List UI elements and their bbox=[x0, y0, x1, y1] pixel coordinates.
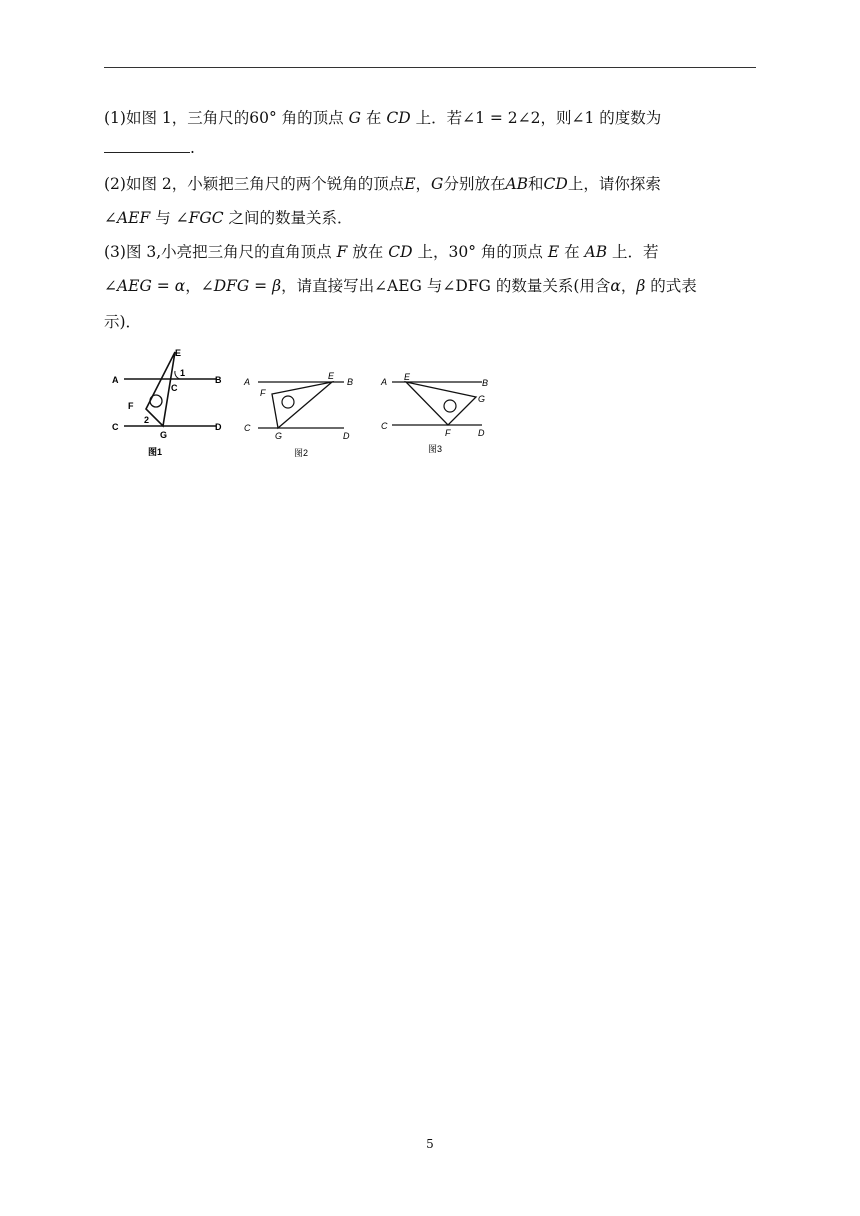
figure-1-caption: 图1 bbox=[148, 447, 163, 457]
ruler-hole bbox=[444, 400, 456, 412]
q3-l1b: 放在 bbox=[347, 243, 389, 261]
q1-mid: 角的顶点 bbox=[276, 109, 349, 127]
triangle-ruler bbox=[272, 382, 332, 428]
label-c: C bbox=[381, 421, 388, 431]
label-d: D bbox=[478, 428, 485, 438]
q3-alpha: α bbox=[610, 277, 621, 295]
q1-mid3: 上．若 bbox=[410, 109, 463, 127]
figure-2-diagram bbox=[236, 356, 371, 460]
q3-var-cd: CD bbox=[388, 243, 413, 261]
question-3-line-3: 示)． bbox=[104, 313, 142, 331]
label-inner-c: C bbox=[171, 383, 178, 393]
label-e: E bbox=[404, 372, 411, 382]
label-c: C bbox=[244, 423, 251, 433]
q1-expr: ∠1 = 2∠2 bbox=[462, 109, 541, 127]
figure-3-caption: 图3 bbox=[428, 444, 443, 454]
label-b: B bbox=[482, 378, 489, 388]
q1-var-g: G bbox=[348, 109, 361, 127]
q1-angle: 60° bbox=[249, 109, 277, 127]
q3-beta: β bbox=[636, 277, 646, 295]
q3-l1e: 在 bbox=[559, 243, 585, 261]
label-c: C bbox=[112, 422, 119, 432]
q3-l2f: 的式表 bbox=[645, 277, 697, 295]
label-d: D bbox=[343, 431, 350, 441]
q2-and: 与 bbox=[150, 209, 176, 227]
label-e: E bbox=[328, 371, 335, 381]
label-f: F bbox=[260, 388, 266, 398]
question-1-line-2 bbox=[104, 138, 195, 157]
label-g: G bbox=[275, 431, 283, 441]
question-2-line-2 bbox=[104, 206, 353, 228]
figure-1 bbox=[104, 340, 234, 462]
label-a: A bbox=[381, 377, 388, 387]
ruler-hole bbox=[150, 395, 162, 407]
label-a: A bbox=[112, 375, 119, 385]
label-a: A bbox=[244, 377, 251, 387]
q2-angle-fgc: ∠FGC bbox=[175, 209, 224, 227]
q2-end: 之间的数量关系． bbox=[223, 209, 353, 227]
label-g: G bbox=[478, 394, 486, 404]
q3-l1f: 上．若 bbox=[607, 243, 659, 261]
q1-end: . bbox=[190, 139, 195, 157]
label-d: D bbox=[215, 422, 222, 432]
figure-3 bbox=[376, 366, 498, 462]
q1-var-cd: CD bbox=[386, 109, 411, 127]
page-number: 5 bbox=[426, 1137, 434, 1151]
q3-l1d: 角的顶点 bbox=[475, 243, 548, 261]
ruler-hole bbox=[282, 396, 294, 408]
q3-angle-dfg: ∠DFG = β bbox=[200, 277, 282, 295]
label-f: F bbox=[445, 428, 451, 438]
q3-comma1: ， bbox=[185, 277, 201, 295]
q3-angle-aeg: ∠AEG = α bbox=[104, 277, 186, 295]
label-g: G bbox=[160, 430, 168, 440]
figure-3-diagram bbox=[376, 366, 498, 462]
label-f: F bbox=[128, 401, 134, 411]
q3-var-f: F bbox=[336, 243, 348, 261]
figure-2 bbox=[236, 356, 371, 460]
label-angle-2: 2 bbox=[144, 415, 150, 425]
header-rule bbox=[104, 67, 756, 68]
question-3-line-1 bbox=[104, 240, 659, 262]
q3-var-e: E bbox=[547, 243, 560, 261]
q1-suffix: ，则∠1 的度数为 bbox=[540, 109, 662, 127]
label-angle-1: 1 bbox=[180, 368, 186, 378]
q3-l2d: ，请直接写出∠AEG 与∠DFG 的数量关系(用含 bbox=[281, 277, 611, 295]
q3-l1c: 上， bbox=[412, 243, 449, 261]
label-b: B bbox=[215, 375, 222, 385]
question-3-line-2 bbox=[104, 274, 697, 296]
q1-mid2: 在 bbox=[360, 109, 387, 127]
label-b: B bbox=[347, 377, 354, 387]
q3-deg: 30° bbox=[448, 243, 476, 261]
q2-angle-aef: ∠AEF bbox=[104, 209, 151, 227]
question-1-line-1 bbox=[104, 106, 661, 128]
q3-comma2: ， bbox=[620, 277, 637, 295]
triangle-ruler bbox=[406, 382, 476, 425]
question-2-line-1: (2)如图 2，小颖把三角尺的两个锐角的顶点𝐸，𝐺分别放在𝐴𝐵和𝐶𝐷上，请你探索 bbox=[104, 175, 661, 193]
answer-blank[interactable] bbox=[104, 138, 190, 153]
label-e: E bbox=[175, 348, 182, 358]
q3-var-ab: AB bbox=[584, 243, 608, 261]
figure-1-diagram bbox=[104, 340, 234, 462]
q3-l1a: (3)图 3,小亮把三角尺的直角顶点 bbox=[104, 243, 337, 261]
figure-2-caption: 图2 bbox=[294, 448, 309, 458]
q1-prefix: (1)如图 1，三角尺的 bbox=[104, 109, 250, 127]
